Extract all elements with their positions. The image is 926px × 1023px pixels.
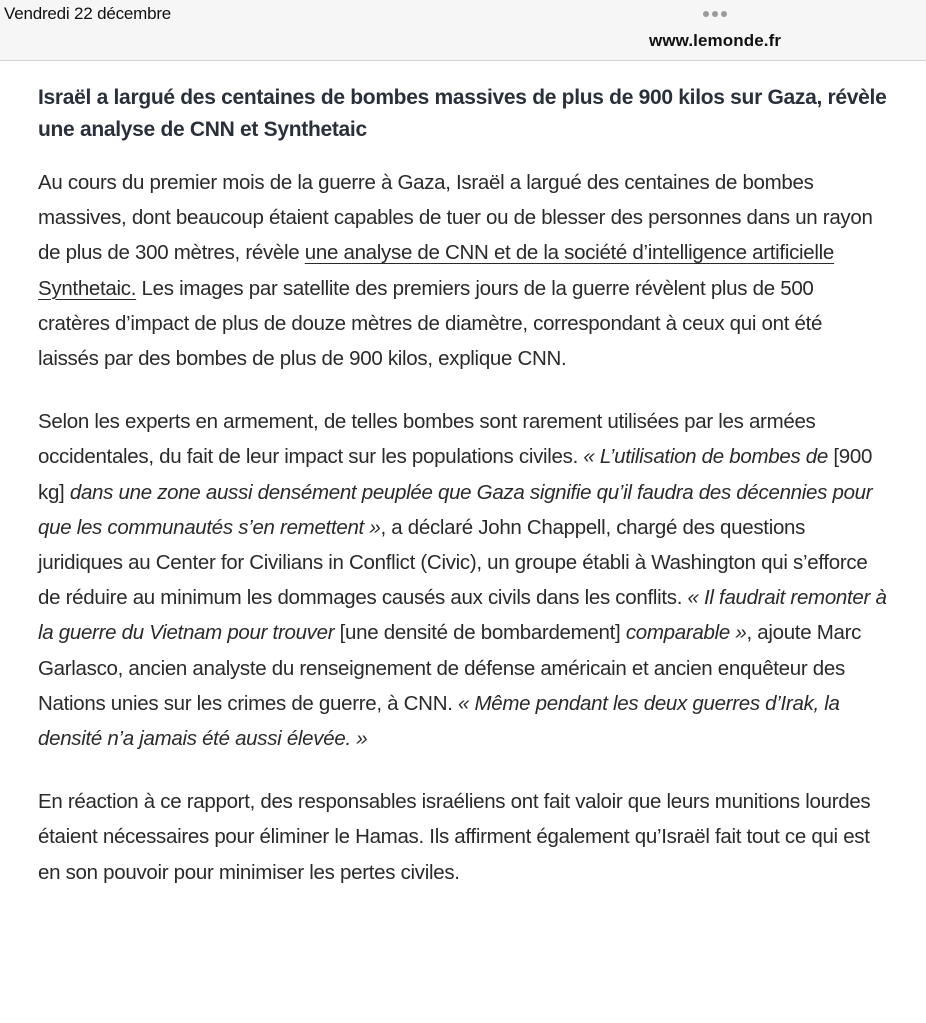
date-label: Vendredi 22 décembre <box>4 4 172 23</box>
quote-3: « Même pendant les deux guerres d’Irak, la densité n’a jamais été aussi élevée. » <box>38 691 840 751</box>
quote-1-bracket: [900 kg] <box>38 445 873 504</box>
quote-2-part-a: « Il faudrait remonter à la guerre du Vietnam pour trouver <box>38 586 887 645</box>
p2-text-1: Selon les experts en armement, de telles bombes sont rarement utilisées par les armées occidentales, du fait de leur impact sur les populations civiles. <box>38 410 816 469</box>
article-headline: Israël a largué des centaines de bombes massives de plus de 900 kilos sur Gaza, révèle une analyse de CNN et Synthetaic <box>38 86 887 141</box>
site-domain[interactable]: www.lemonde.fr <box>649 31 782 50</box>
p2-text-2: , a déclaré John Chappell, chargé des questions juridiques au Center for Civilians in Conflict (Civic), un groupe établi à Washington qui s’efforce de réduire au minimum les dommages causés aux civils dans les conflits. <box>38 515 868 610</box>
quote-1-part-a: « L’utilisation de bombes de <box>583 445 834 469</box>
quote-1-part-b: dans une zone aussi densément peuplée que Gaza signifie qu’il faudra des décennies pour que les communautés s’en remettent » <box>38 480 873 539</box>
p1-text-after-link: Les images par satellite des premiers jours de la guerre révèlent plus de 500 cratères d’impact de plus de douze mètres de diamètre, correspondant à ceux qui ont été laissés par des bombes de plus de 900 kilos, explique CNN. <box>38 276 823 371</box>
dot <box>703 11 709 17</box>
paragraph-3: En réaction à ce rapport, des responsables israéliens ont fait valoir que leurs munitions lourdes étaient nécessaires pour éliminer le Hamas. Ils affirment également qu’Israël fait tout ce qui est en son pouvoir pour minimiser les pertes civiles. <box>38 790 871 884</box>
more-dots-icon[interactable] <box>703 11 727 17</box>
p2-text-3: , ajoute Marc Garlasco, ancien analyste du renseignement de défense américain et ancien enquêteur des Nations unies sur les crimes de guerre, à CNN. <box>38 621 862 715</box>
dot <box>712 11 718 17</box>
paragraph-2 <box>38 404 888 756</box>
paragraph-1 <box>38 165 888 376</box>
quote-2-bracket: [une densité de bombardement] <box>339 621 621 645</box>
p1-text-before-link: Au cours du premier mois de la guerre à Gaza, Israël a largué des centaines de bombes massives, dont beaucoup étaient capables de tuer ou de blesser des personnes dans un rayon de plus de 300 mètres, révèle <box>38 171 873 265</box>
cnn-analysis-link[interactable]: une analyse de CNN et de la société d’intelligence artificielle Synthetaic. <box>38 241 834 300</box>
dot <box>721 11 727 17</box>
article <box>38 82 888 918</box>
top-bar <box>0 0 926 61</box>
quote-2-part-b: comparable » <box>620 621 747 645</box>
